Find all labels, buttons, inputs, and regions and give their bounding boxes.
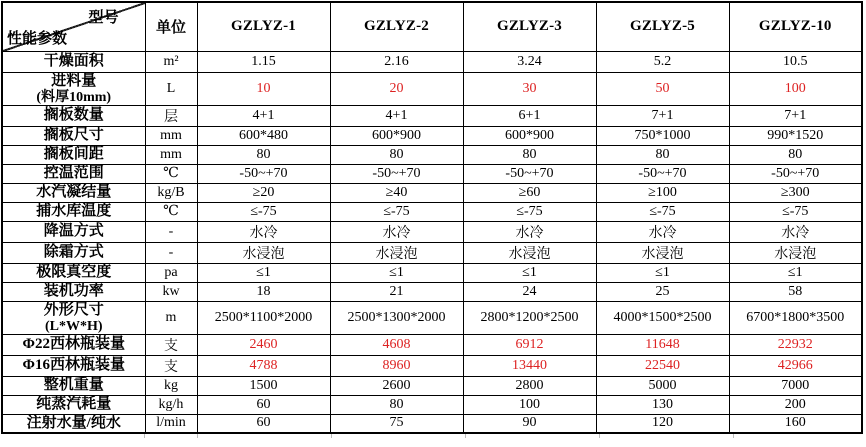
param-label-subline: (L*W*H) [44,318,103,334]
table-row [2,72,862,105]
param-label: 装机功率 [43,283,104,299]
value-cell: ≥40 [330,183,463,202]
value-cell: 水浸泡 [197,242,330,263]
param-label: 捕水库温度 [36,203,112,219]
value-cell: 600*480 [197,126,330,145]
value-cell: -50~+70 [596,164,729,183]
table-row [2,105,862,126]
value-cell: 80 [330,145,463,164]
value-cell: 1.15 [197,51,330,72]
param-label: Φ16西林瓶装量 [22,357,125,373]
unit-cell: mm [145,126,197,145]
param-cell [2,263,145,282]
table-row [2,221,862,242]
header-row [2,2,862,51]
param-cell [2,242,145,263]
param-cell [2,414,145,433]
value-cell: ≤-75 [463,202,596,221]
unit-cell: L [145,72,197,105]
value-cell: -50~+70 [330,164,463,183]
value-cell: ≤1 [729,263,862,282]
value-cell: 2.16 [330,51,463,72]
param-cell [2,183,145,202]
value-cell: 60 [197,414,330,433]
unit-cell: m² [145,51,197,72]
param-cell [2,221,145,242]
table-row [2,164,862,183]
value-cell: -50~+70 [729,164,862,183]
unit-cell: pa [145,263,197,282]
value-cell: ≤1 [596,263,729,282]
table-row [2,242,862,263]
unit-cell: m [145,301,197,334]
value-cell: ≤-75 [596,202,729,221]
model-header-gzlyz-10: GZLYZ-10 [729,2,862,51]
param-cell [2,72,145,105]
value-cell: 6912 [463,334,596,355]
value-cell: 2600 [330,376,463,395]
value-cell: 2800 [463,376,596,395]
param-cell [2,126,145,145]
value-cell: ≤1 [330,263,463,282]
value-cell: 120 [596,414,729,433]
param-label: 纯蒸汽耗量 [36,396,112,412]
value-cell: -50~+70 [463,164,596,183]
value-cell: 4608 [330,334,463,355]
param-cell [2,202,145,221]
value-cell: 24 [463,282,596,301]
unit-cell: kg/h [145,395,197,414]
value-cell: 42966 [729,355,862,376]
unit-column-header: 单位 [145,2,197,51]
value-cell: 水浸泡 [330,242,463,263]
value-cell: 600*900 [330,126,463,145]
param-label: 注射水量/纯水 [26,414,121,431]
param-label: 搁板尺寸 [43,127,104,143]
value-cell: 水冷 [729,221,862,242]
value-cell: ≥20 [197,183,330,202]
unit-cell: - [145,242,197,263]
param-label: 降温方式 [43,223,104,239]
param-label: 进料量 [51,72,97,89]
table-row [2,282,862,301]
unit-cell: 支 [145,334,197,355]
param-label-subline: (料厚10mm) [36,89,112,105]
model-header-gzlyz-2: GZLYZ-2 [330,2,463,51]
param-label: 控温范围 [43,165,104,181]
param-cell [2,355,145,376]
model-header-gzlyz-5: GZLYZ-5 [596,2,729,51]
table-row [2,202,862,221]
table-row [2,376,862,395]
value-cell: 6700*1800*3500 [729,301,862,334]
value-cell: 8960 [330,355,463,376]
value-cell: 水冷 [330,221,463,242]
spec-table-body [2,51,862,433]
param-label: 搁板间距 [43,146,104,162]
value-cell: 100 [463,395,596,414]
value-cell: ≤-75 [330,202,463,221]
value-cell: 100 [729,72,862,105]
value-cell: ≥300 [729,183,862,202]
value-cell: 21 [330,282,463,301]
value-cell: ≥60 [463,183,596,202]
table-row [2,301,862,334]
table-row [2,263,862,282]
value-cell: ≤1 [463,263,596,282]
corner-model-label: 型号 [88,10,119,26]
value-cell: ≤1 [197,263,330,282]
value-cell: 4+1 [330,105,463,126]
param-cell [2,334,145,355]
unit-cell: - [145,221,197,242]
unit-cell: 层 [145,105,197,126]
param-label: Φ22西林瓶装量 [22,336,125,352]
value-cell: 10 [197,72,330,105]
value-cell: 22540 [596,355,729,376]
unit-cell: 支 [145,355,197,376]
value-cell: 80 [729,145,862,164]
value-cell: 水冷 [596,221,729,242]
param-label: 除霜方式 [43,244,104,260]
value-cell: 80 [463,145,596,164]
param-cell [2,376,145,395]
value-cell: 130 [596,395,729,414]
value-cell: 7+1 [729,105,862,126]
param-cell [2,164,145,183]
table-row [2,145,862,164]
value-cell: 10.5 [729,51,862,72]
param-label: 整机重量 [43,377,104,393]
spec-table [1,1,863,434]
table-row [2,395,862,414]
value-cell: 水冷 [463,221,596,242]
model-header-gzlyz-3: GZLYZ-3 [463,2,596,51]
value-cell: 水浸泡 [596,242,729,263]
value-cell: 水浸泡 [729,242,862,263]
value-cell: 990*1520 [729,126,862,145]
param-cell [2,282,145,301]
value-cell: 22932 [729,334,862,355]
value-cell: 4000*1500*2500 [596,301,729,334]
corner-param-label: 性能参数 [7,30,68,47]
value-cell: 5000 [596,376,729,395]
param-cell [2,105,145,126]
value-cell: 4788 [197,355,330,376]
value-cell: 80 [330,395,463,414]
value-cell: 水冷 [197,221,330,242]
param-cell [2,395,145,414]
value-cell: 7000 [729,376,862,395]
param-cell [2,301,145,334]
param-label: 水汽凝结量 [36,184,112,200]
value-cell: 13440 [463,355,596,376]
value-cell: 80 [197,145,330,164]
value-cell: ≥100 [596,183,729,202]
value-cell: 18 [197,282,330,301]
param-label: 外形尺寸 [43,301,104,318]
param-label: 搁板数量 [43,107,104,123]
value-cell: 2500*1300*2000 [330,301,463,334]
value-cell: 2500*1100*2000 [197,301,330,334]
table-row [2,414,862,433]
table-row [2,183,862,202]
value-cell: 7+1 [596,105,729,126]
unit-cell: ℃ [145,202,197,221]
value-cell: 58 [729,282,862,301]
value-cell: 水浸泡 [463,242,596,263]
value-cell: 4+1 [197,105,330,126]
value-cell: 50 [596,72,729,105]
unit-cell: kg [145,376,197,395]
value-cell: 20 [330,72,463,105]
table-row [2,334,862,355]
value-cell: 2460 [197,334,330,355]
value-cell: 5.2 [596,51,729,72]
value-cell: -50~+70 [197,164,330,183]
value-cell: 80 [596,145,729,164]
value-cell: 1500 [197,376,330,395]
value-cell: 75 [330,414,463,433]
table-row [2,355,862,376]
value-cell: 25 [596,282,729,301]
value-cell: 160 [729,414,862,433]
unit-cell: l/min [145,414,197,433]
value-cell: 200 [729,395,862,414]
param-label: 干燥面积 [43,53,104,69]
unit-cell: ℃ [145,164,197,183]
value-cell: 600*900 [463,126,596,145]
table-row [2,126,862,145]
model-header-gzlyz-1: GZLYZ-1 [197,2,330,51]
corner-header-cell [2,2,145,51]
value-cell: 750*1000 [596,126,729,145]
value-cell: 2800*1200*2500 [463,301,596,334]
table-bottom-stub [1,434,863,438]
value-cell: ≤-75 [729,202,862,221]
value-cell: 30 [463,72,596,105]
value-cell: 3.24 [463,51,596,72]
value-cell: 90 [463,414,596,433]
unit-cell: mm [145,145,197,164]
param-label: 极限真空度 [36,264,112,280]
value-cell: 60 [197,395,330,414]
param-cell [2,51,145,72]
value-cell: 6+1 [463,105,596,126]
param-cell [2,145,145,164]
unit-cell: kw [145,282,197,301]
table-row [2,51,862,72]
value-cell: ≤-75 [197,202,330,221]
value-cell: 11648 [596,334,729,355]
unit-cell: kg/B [145,183,197,202]
